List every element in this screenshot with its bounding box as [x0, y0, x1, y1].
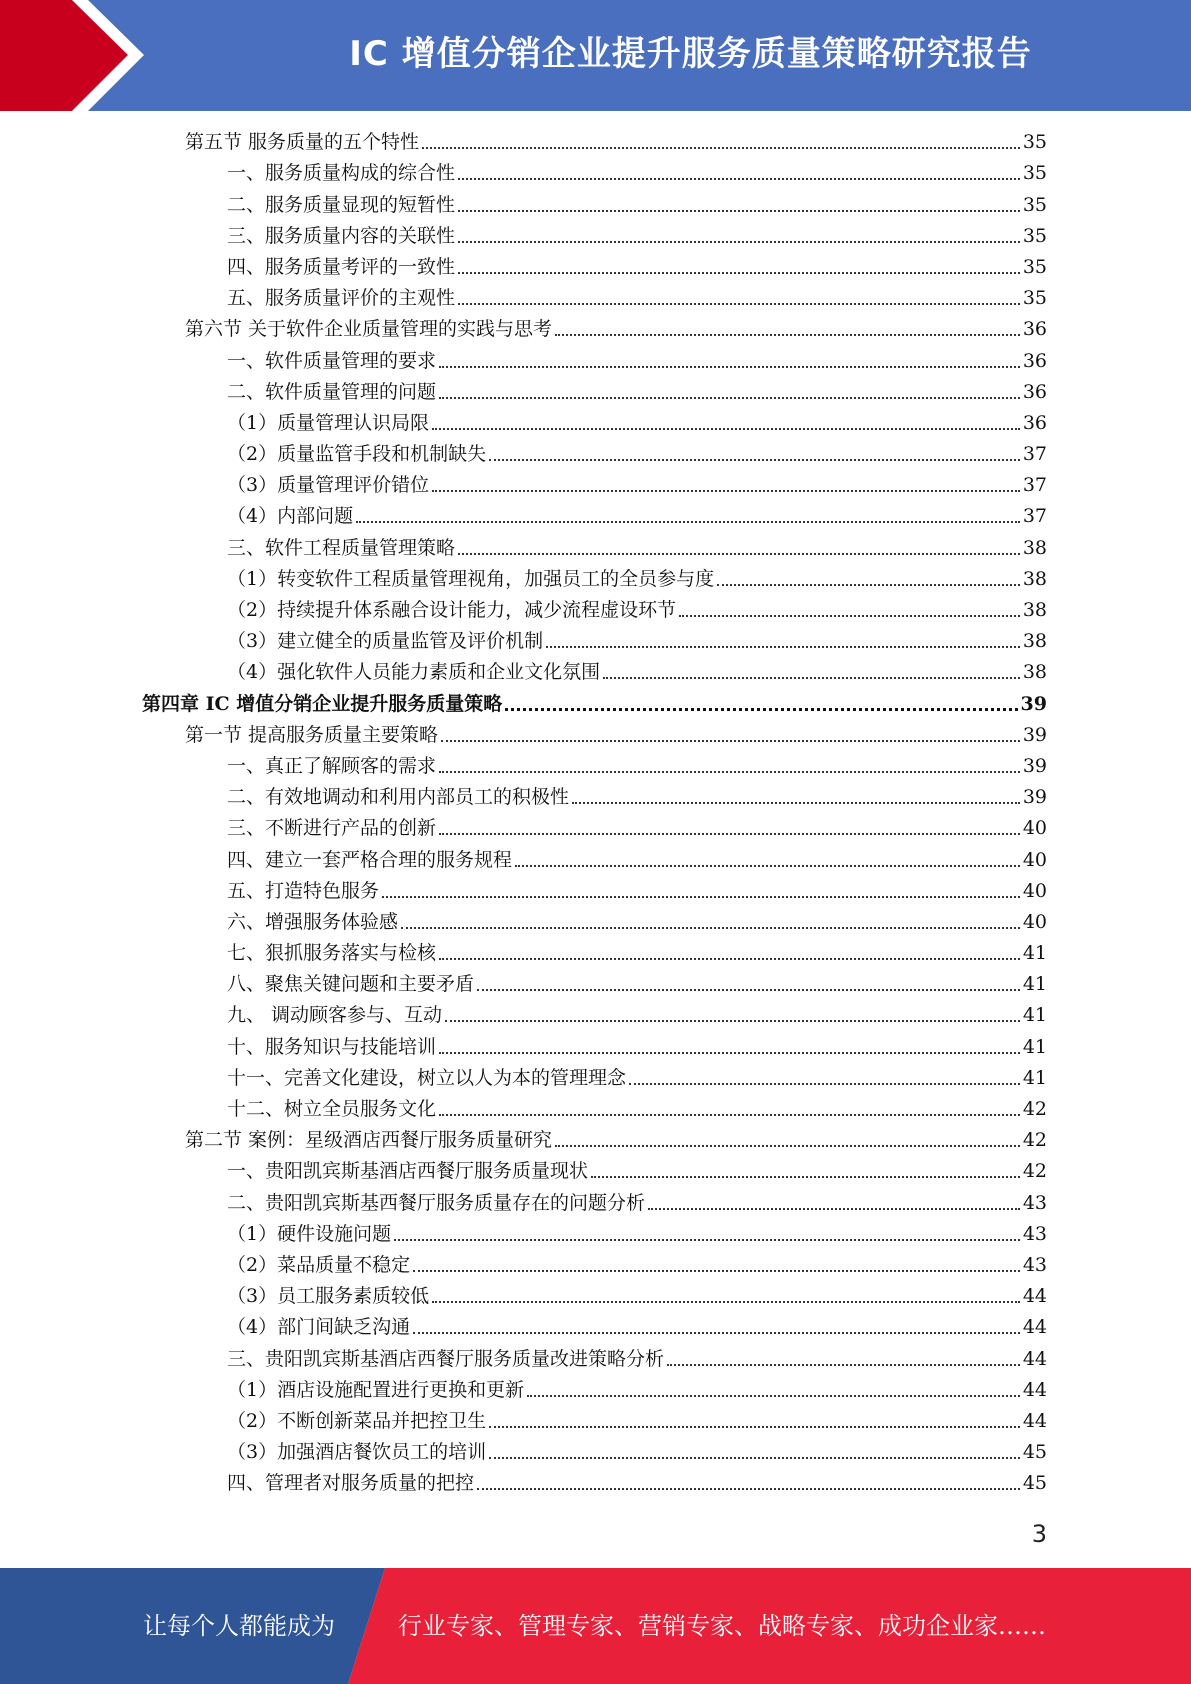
toc-dot-leader: [439, 1052, 1020, 1054]
toc-entry[interactable]: [0, 378, 1191, 409]
toc-dot-leader: [477, 989, 1020, 991]
toc-entry-title: （4）强化软件人员能力素质和企业文化氛围: [227, 661, 601, 684]
toc-dot-leader: [515, 865, 1020, 867]
toc-entry-title: （3）员工服务素质较低: [227, 1285, 430, 1308]
toc-entry[interactable]: [0, 1126, 1191, 1157]
toc-dot-leader: [439, 958, 1020, 960]
toc-entry[interactable]: [0, 1376, 1191, 1407]
toc-entry-page: 45: [1022, 1472, 1047, 1495]
toc-entry[interactable]: [0, 502, 1191, 533]
toc-entry[interactable]: [0, 284, 1191, 315]
page-footer: [0, 1568, 1191, 1684]
toc-dot-leader: [555, 1145, 1020, 1147]
toc-dot-leader: [717, 584, 1020, 586]
toc-entry-title: （1）质量管理认识局限: [227, 411, 430, 434]
toc-entry[interactable]: [0, 658, 1191, 689]
toc-entry-page: 35: [1022, 255, 1047, 278]
toc-entry[interactable]: [0, 253, 1191, 284]
toc-entry-title: 九、 调动顾客参与、互动: [227, 1004, 443, 1027]
toc-entry-title: （2）不断创新菜品并把控卫生: [227, 1409, 487, 1432]
toc-entry-page: 43: [1022, 1191, 1047, 1214]
toc-entry[interactable]: [0, 471, 1191, 502]
toc-dot-leader: [572, 802, 1020, 804]
toc-entry-page: 36: [1022, 349, 1047, 372]
toc-dot-leader: [648, 1208, 1020, 1210]
toc-entry[interactable]: [0, 1469, 1191, 1500]
toc-dot-leader: [679, 615, 1020, 617]
toc-entry[interactable]: [0, 970, 1191, 1001]
toc-entry[interactable]: [0, 1001, 1191, 1032]
toc-dot-leader: [439, 771, 1020, 773]
toc-dot-leader: [432, 428, 1020, 430]
toc-entry-page: 39: [1022, 723, 1047, 746]
toc-entry-page: 40: [1022, 848, 1047, 871]
toc-dot-leader: [458, 553, 1020, 555]
toc-entry-title: （3）加强酒店餐饮员工的培训: [227, 1441, 487, 1464]
toc-dot-leader: [439, 1114, 1020, 1116]
toc-entry[interactable]: [0, 533, 1191, 564]
toc-dot-leader: [489, 1457, 1020, 1459]
toc-dot-leader: [445, 1020, 1020, 1022]
toc-entry[interactable]: [0, 1064, 1191, 1095]
toc-entry[interactable]: [0, 1095, 1191, 1126]
toc-dot-leader: [432, 1301, 1020, 1303]
toc-entry-page: 43: [1022, 1253, 1047, 1276]
toc-dot-leader: [629, 1083, 1020, 1085]
toc-dot-leader: [439, 833, 1020, 835]
toc-entry-page: 40: [1022, 910, 1047, 933]
toc-entry-page: 41: [1022, 1066, 1047, 1089]
toc-dot-leader: [413, 1270, 1020, 1272]
toc-dot-leader: [505, 708, 1017, 711]
page-number: 3: [1031, 1520, 1047, 1548]
toc-entry-page: 36: [1022, 318, 1047, 341]
toc-entry-title: （4）内部问题: [227, 505, 354, 528]
toc-entry-page: 44: [1022, 1285, 1047, 1308]
toc-entry-page: 39: [1022, 754, 1047, 777]
toc-entry-title: 一、真正了解顾客的需求: [227, 754, 437, 777]
toc-entry-title: （1）酒店设施配置进行更换和更新: [227, 1378, 525, 1401]
page-header: [0, 0, 1191, 111]
toc-entry-title: 一、贵阳凯宾斯基酒店西餐厅服务质量现状: [227, 1160, 589, 1183]
toc-entry-page: 40: [1022, 879, 1047, 902]
toc-entry-title: （2）持续提升体系融合设计能力，减少流程虚设环节: [227, 599, 677, 621]
toc-entry-title: 三、不断进行产品的创新: [227, 817, 437, 840]
toc-entry-title: 第六节 关于软件企业质量管理的实践与思考: [185, 318, 553, 341]
toc-entry-page: 42: [1022, 1160, 1047, 1183]
toc-dot-leader: [432, 490, 1020, 492]
toc-entry[interactable]: [0, 222, 1191, 253]
toc-entry[interactable]: [0, 128, 1191, 159]
toc-dot-leader: [489, 1426, 1020, 1428]
toc-entry-page: 35: [1022, 287, 1047, 310]
toc-entry[interactable]: [0, 1157, 1191, 1188]
toc-entry-page: 39: [1022, 786, 1047, 809]
toc-entry-title: 三、服务质量内容的关联性: [227, 224, 456, 247]
toc-entry-page: 38: [1022, 599, 1047, 621]
toc-entry-title: （2）菜品质量不稳定: [227, 1253, 411, 1276]
toc-entry-page: 45: [1022, 1441, 1047, 1464]
toc-entry-title: （1）转变软件工程质量管理视角，加强员工的全员参与度: [227, 567, 715, 590]
toc-entry-title: 第四章 IC 增值分销企业提升服务质量策略: [142, 692, 503, 715]
toc-entry-page: 35: [1022, 131, 1047, 154]
toc-entry-title: （2）质量监管手段和机制缺失: [227, 443, 487, 466]
toc-entry-page: 38: [1022, 630, 1047, 653]
toc-dot-leader: [458, 303, 1020, 305]
toc-entry[interactable]: [0, 1313, 1191, 1344]
toc-entry-page: 42: [1022, 1098, 1047, 1120]
toc-entry-title: 一、服务质量构成的综合性: [227, 162, 456, 185]
toc-entry-page: 42: [1022, 1129, 1047, 1152]
toc-entry-title: 七、狠抓服务落实与检核: [227, 942, 437, 965]
toc-entry[interactable]: [0, 689, 1191, 720]
toc-entry-title: （3）建立健全的质量监管及评价机制: [227, 630, 544, 653]
toc-entry-page: 39: [1020, 692, 1047, 715]
toc-entry[interactable]: [0, 814, 1191, 845]
toc-entry-page: 37: [1022, 474, 1047, 497]
toc-entry-page: 36: [1022, 380, 1047, 403]
toc-entry[interactable]: [0, 1438, 1191, 1469]
toc-dot-leader: [477, 1488, 1020, 1490]
toc-dot-leader: [439, 397, 1020, 399]
toc-entry[interactable]: [0, 845, 1191, 876]
toc-entry-title: （3）质量管理评价错位: [227, 474, 430, 497]
toc-entry-page: 41: [1022, 942, 1047, 965]
toc-entry-title: 第一节 提高服务质量主要策略: [185, 723, 439, 746]
toc-entry-page: 35: [1022, 162, 1047, 185]
toc-entry-page: 37: [1022, 443, 1047, 466]
toc-dot-leader: [489, 459, 1020, 461]
toc-entry-title: 六、增强服务体验感: [227, 910, 399, 933]
toc-entry-title: 第二节 案例：星级酒店西餐厅服务质量研究: [185, 1129, 553, 1152]
toc-entry[interactable]: [0, 752, 1191, 783]
toc-entry[interactable]: [0, 565, 1191, 596]
footer-slogan-right: 行业专家、管理专家、营销专家、战略专家、成功企业家……: [398, 1612, 1046, 1640]
toc-entry[interactable]: [0, 877, 1191, 908]
toc-dot-leader: [603, 677, 1020, 679]
toc-entry-page: 35: [1022, 224, 1047, 247]
toc-entry-title: 第五节 服务质量的五个特性: [185, 131, 420, 154]
toc-dot-leader: [441, 740, 1020, 742]
toc-dot-leader: [667, 1364, 1020, 1366]
toc-dot-leader: [413, 1332, 1020, 1334]
toc-entry-page: 41: [1022, 973, 1047, 996]
toc-entry-title: 五、服务质量评价的主观性: [227, 287, 456, 310]
table-of-contents: [0, 128, 1191, 1500]
toc-dot-leader: [394, 1239, 1020, 1241]
toc-entry[interactable]: [0, 1188, 1191, 1219]
toc-entry-page: 36: [1022, 411, 1047, 434]
toc-entry-page: 44: [1022, 1378, 1047, 1401]
toc-entry[interactable]: [0, 783, 1191, 814]
toc-entry-title: 三、软件工程质量管理策略: [227, 536, 456, 559]
toc-entry-page: 41: [1022, 1004, 1047, 1027]
toc-entry-title: （1）硬件设施问题: [227, 1222, 392, 1245]
toc-entry-page: 37: [1022, 505, 1047, 528]
toc-dot-leader: [546, 646, 1020, 648]
toc-dot-leader: [458, 241, 1020, 243]
toc-entry-title: 二、有效地调动和利用内部员工的积极性: [227, 786, 570, 809]
toc-entry-title: 四、管理者对服务质量的把控: [227, 1472, 475, 1495]
toc-entry[interactable]: [0, 1251, 1191, 1282]
toc-entry[interactable]: [0, 627, 1191, 658]
toc-entry-page: 35: [1022, 193, 1047, 216]
toc-entry[interactable]: [0, 721, 1191, 752]
toc-entry-title: 二、贵阳凯宾斯基西餐厅服务质量存在的问题分析: [227, 1191, 646, 1214]
toc-entry[interactable]: [0, 409, 1191, 440]
toc-entry[interactable]: [0, 1032, 1191, 1063]
toc-entry-title: 二、软件质量管理的问题: [227, 380, 437, 403]
toc-entry-page: 41: [1022, 1035, 1047, 1058]
toc-dot-leader: [458, 272, 1020, 274]
toc-entry-page: 44: [1022, 1347, 1047, 1370]
toc-entry-title: 十二、树立全员服务文化: [227, 1098, 437, 1120]
toc-entry-title: 四、服务质量考评的一致性: [227, 255, 456, 278]
toc-entry[interactable]: [0, 1282, 1191, 1313]
toc-entry[interactable]: [0, 596, 1191, 627]
toc-dot-leader: [527, 1395, 1020, 1397]
toc-entry-page: 38: [1022, 567, 1047, 590]
toc-entry-title: 二、服务质量显现的短暂性: [227, 193, 456, 216]
toc-dot-leader: [555, 334, 1020, 336]
toc-dot-leader: [382, 896, 1020, 898]
toc-entry[interactable]: [0, 908, 1191, 939]
toc-entry-title: 一、软件质量管理的要求: [227, 349, 437, 372]
report-title: IC 增值分销企业提升服务质量策略研究报告: [349, 34, 1032, 74]
toc-entry-title: 十一、完善文化建设，树立以人为本的管理理念: [227, 1066, 627, 1089]
toc-dot-leader: [401, 927, 1020, 929]
toc-entry[interactable]: [0, 939, 1191, 970]
toc-entry[interactable]: [0, 1407, 1191, 1438]
toc-dot-leader: [591, 1176, 1020, 1178]
toc-entry[interactable]: [0, 315, 1191, 346]
toc-entry-title: 四、建立一套严格合理的服务规程: [227, 848, 513, 871]
toc-entry-title: （4）部门间缺乏沟通: [227, 1316, 411, 1339]
toc-entry-title: 八、聚焦关键问题和主要矛盾: [227, 973, 475, 996]
toc-entry-page: 43: [1022, 1222, 1047, 1245]
toc-dot-leader: [458, 210, 1020, 212]
toc-entry-title: 十、服务知识与技能培训: [227, 1035, 437, 1058]
footer-slogan-left: 让每个人都能成为: [143, 1612, 335, 1640]
toc-entry[interactable]: [0, 346, 1191, 377]
toc-dot-leader: [458, 178, 1020, 180]
toc-entry-page: 38: [1022, 661, 1047, 684]
header-arrow-decoration: [0, 0, 160, 111]
toc-entry[interactable]: [0, 1344, 1191, 1375]
toc-dot-leader: [439, 366, 1020, 368]
toc-entry[interactable]: [0, 440, 1191, 471]
toc-entry[interactable]: [0, 1220, 1191, 1251]
toc-entry-page: 40: [1022, 817, 1047, 840]
toc-dot-leader: [356, 521, 1020, 523]
toc-entry[interactable]: [0, 159, 1191, 190]
toc-entry[interactable]: [0, 190, 1191, 221]
toc-entry-page: 38: [1022, 536, 1047, 559]
toc-entry-page: 44: [1022, 1316, 1047, 1339]
toc-entry-title: 五、打造特色服务: [227, 879, 380, 902]
toc-dot-leader: [422, 147, 1020, 149]
toc-entry-title: 三、贵阳凯宾斯基酒店西餐厅服务质量改进策略分析: [227, 1347, 665, 1370]
toc-entry-page: 44: [1022, 1409, 1047, 1432]
